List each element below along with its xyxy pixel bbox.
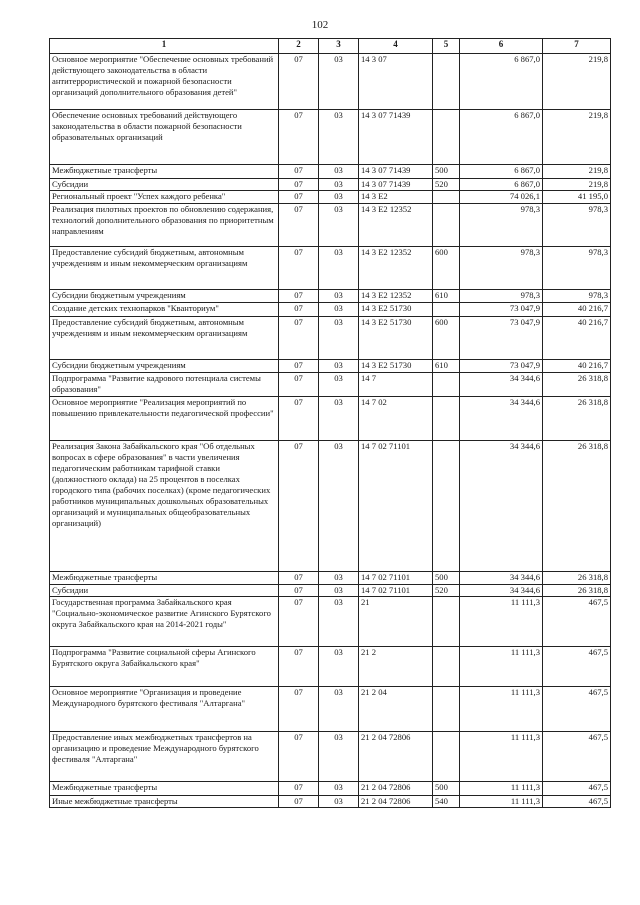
table-row	[50, 247, 611, 290]
table-row	[50, 373, 611, 397]
cell-name: Межбюджетные трансферты	[50, 165, 279, 179]
cell-amount-col6: 34 344,6	[460, 441, 543, 572]
cell-amount-col7: 26 318,8	[543, 397, 611, 441]
cell-amount-col7: 467,5	[543, 597, 611, 647]
cell-amount-col7: 219,8	[543, 179, 611, 191]
cell-amount-col6: 11 111,3	[460, 647, 543, 687]
cell-name: Субсидии бюджетным учреждениям	[50, 360, 279, 373]
cell-section: 07	[279, 247, 319, 290]
cell-section: 07	[279, 373, 319, 397]
cell-name: Подпрограмма "Развитие кадрового потенциала системы образования"	[50, 373, 279, 397]
cell-expense-type: 500	[433, 572, 460, 585]
cell-expense-type	[433, 732, 460, 782]
table-row	[50, 110, 611, 165]
cell-subsection: 03	[319, 572, 359, 585]
cell-amount-col7: 26 318,8	[543, 572, 611, 585]
cell-section: 07	[279, 290, 319, 303]
cell-target-code: 14 7 02	[359, 397, 433, 441]
cell-subsection: 03	[319, 647, 359, 687]
cell-subsection: 03	[319, 585, 359, 597]
cell-amount-col6: 6 867,0	[460, 165, 543, 179]
table-row	[50, 360, 611, 373]
cell-amount-col7: 978,3	[543, 204, 611, 247]
cell-target-code: 21 2 04 72806	[359, 732, 433, 782]
cell-expense-type: 520	[433, 179, 460, 191]
cell-amount-col6: 11 111,3	[460, 687, 543, 732]
cell-amount-col6: 34 344,6	[460, 373, 543, 397]
cell-name: Субсидии	[50, 585, 279, 597]
cell-subsection: 03	[319, 397, 359, 441]
cell-amount-col7: 219,8	[543, 54, 611, 110]
cell-amount-col6: 11 111,3	[460, 796, 543, 808]
cell-section: 07	[279, 303, 319, 317]
cell-amount-col6: 34 344,6	[460, 572, 543, 585]
cell-subsection: 03	[319, 732, 359, 782]
cell-section: 07	[279, 397, 319, 441]
cell-target-code: 14 3 07 71439	[359, 165, 433, 179]
cell-expense-type: 600	[433, 247, 460, 290]
table-row	[50, 782, 611, 796]
table-body	[50, 54, 611, 808]
cell-amount-col7: 467,5	[543, 647, 611, 687]
cell-target-code: 21 2 04	[359, 687, 433, 732]
cell-name: Основное мероприятие "Обеспечение основных требований действующего законодательства в области антитеррористической и пожарной безопасности организаций дополнительного образования детей"	[50, 54, 279, 110]
cell-target-code: 14 3 07 71439	[359, 110, 433, 165]
cell-section: 07	[279, 54, 319, 110]
cell-amount-col6: 34 344,6	[460, 585, 543, 597]
cell-amount-col6: 978,3	[460, 204, 543, 247]
cell-expense-type: 610	[433, 290, 460, 303]
cell-target-code: 14 3 E2 51730	[359, 303, 433, 317]
cell-amount-col6: 6 867,0	[460, 110, 543, 165]
cell-amount-col7: 467,5	[543, 782, 611, 796]
cell-section: 07	[279, 179, 319, 191]
cell-subsection: 03	[319, 597, 359, 647]
cell-name: Предоставление иных межбюджетных трансфертов на организацию и проведение Международного бурятского фестиваля "Алтаргана"	[50, 732, 279, 782]
table-row	[50, 317, 611, 360]
table-row	[50, 441, 611, 572]
cell-amount-col7: 978,3	[543, 247, 611, 290]
cell-expense-type	[433, 441, 460, 572]
cell-name: Подпрограмма "Развитие социальной сферы Агинского Бурятского округа Забайкальского края"	[50, 647, 279, 687]
cell-subsection: 03	[319, 360, 359, 373]
cell-amount-col6: 11 111,3	[460, 732, 543, 782]
cell-target-code: 14 3 E2 12352	[359, 247, 433, 290]
cell-amount-col7: 40 216,7	[543, 303, 611, 317]
cell-amount-col7: 26 318,8	[543, 441, 611, 572]
cell-section: 07	[279, 572, 319, 585]
cell-amount-col6: 978,3	[460, 247, 543, 290]
cell-section: 07	[279, 360, 319, 373]
cell-subsection: 03	[319, 54, 359, 110]
budget-table	[49, 38, 611, 808]
cell-subsection: 03	[319, 191, 359, 204]
cell-name: Межбюджетные трансферты	[50, 572, 279, 585]
table-row	[50, 191, 611, 204]
cell-expense-type: 600	[433, 317, 460, 360]
cell-name: Предоставление субсидий бюджетным, автономным учреждениям и иным некоммерческим организациям	[50, 247, 279, 290]
cell-target-code: 21 2	[359, 647, 433, 687]
cell-section: 07	[279, 165, 319, 179]
cell-expense-type	[433, 647, 460, 687]
table-row	[50, 54, 611, 110]
column-header-4: 4	[359, 39, 433, 54]
cell-subsection: 03	[319, 204, 359, 247]
cell-expense-type	[433, 687, 460, 732]
table-row	[50, 687, 611, 732]
cell-name: Государственная программа Забайкальского края "Социально-экономическое развитие Агинского Бурятского округа Забайкальского края на 2014-2021 годы"	[50, 597, 279, 647]
column-header-3: 3	[319, 39, 359, 54]
cell-name: Основное мероприятие "Организация и проведение Международного бурятского фестиваля "Алтаргана"	[50, 687, 279, 732]
cell-target-code: 14 3 07 71439	[359, 179, 433, 191]
header-row	[50, 39, 611, 54]
cell-target-code: 14 7 02 71101	[359, 585, 433, 597]
cell-section: 07	[279, 585, 319, 597]
cell-amount-col7: 978,3	[543, 290, 611, 303]
table-row	[50, 597, 611, 647]
cell-expense-type	[433, 110, 460, 165]
cell-name: Предоставление субсидий бюджетным, автономным учреждениям и иным некоммерческим организациям	[50, 317, 279, 360]
cell-subsection: 03	[319, 373, 359, 397]
cell-target-code: 14 3 E2 12352	[359, 290, 433, 303]
cell-name: Субсидии бюджетным учреждениям	[50, 290, 279, 303]
cell-target-code: 14 3 E2 51730	[359, 317, 433, 360]
cell-section: 07	[279, 441, 319, 572]
cell-amount-col6: 73 047,9	[460, 317, 543, 360]
cell-target-code: 14 7 02 71101	[359, 572, 433, 585]
cell-amount-col7: 40 216,7	[543, 360, 611, 373]
cell-amount-col6: 73 047,9	[460, 360, 543, 373]
cell-subsection: 03	[319, 317, 359, 360]
table-row	[50, 732, 611, 782]
cell-amount-col6: 11 111,3	[460, 597, 543, 647]
cell-section: 07	[279, 782, 319, 796]
cell-expense-type: 610	[433, 360, 460, 373]
table-row	[50, 179, 611, 191]
cell-subsection: 03	[319, 179, 359, 191]
cell-expense-type	[433, 204, 460, 247]
cell-amount-col6: 73 047,9	[460, 303, 543, 317]
cell-name: Межбюджетные трансферты	[50, 782, 279, 796]
cell-expense-type	[433, 597, 460, 647]
cell-section: 07	[279, 110, 319, 165]
cell-amount-col7: 219,8	[543, 110, 611, 165]
table-row	[50, 303, 611, 317]
cell-name: Реализация Закона Забайкальского края "Об отдельных вопросах в сфере образования" в части увеличения педагогическим работникам тарифной ставки (должностного оклада) на 25 процентов в поселках городского типа (рабочих поселках) (кроме педагогических работников муниципальных дошкольных образовательных организаций и муниципальных общеобразовательных организаций)	[50, 441, 279, 572]
cell-section: 07	[279, 317, 319, 360]
cell-expense-type: 500	[433, 165, 460, 179]
cell-section: 07	[279, 796, 319, 808]
cell-expense-type	[433, 191, 460, 204]
cell-amount-col7: 467,5	[543, 732, 611, 782]
cell-subsection: 03	[319, 247, 359, 290]
cell-expense-type: 520	[433, 585, 460, 597]
cell-amount-col6: 74 026,1	[460, 191, 543, 204]
table-row	[50, 796, 611, 808]
page-number: 102	[311, 19, 329, 31]
cell-amount-col6: 11 111,3	[460, 782, 543, 796]
cell-expense-type	[433, 373, 460, 397]
cell-subsection: 03	[319, 290, 359, 303]
cell-expense-type	[433, 303, 460, 317]
cell-amount-col6: 6 867,0	[460, 179, 543, 191]
cell-section: 07	[279, 647, 319, 687]
table-row	[50, 647, 611, 687]
cell-section: 07	[279, 687, 319, 732]
cell-name: Субсидии	[50, 179, 279, 191]
cell-subsection: 03	[319, 441, 359, 572]
cell-amount-col6: 6 867,0	[460, 54, 543, 110]
cell-amount-col6: 34 344,6	[460, 397, 543, 441]
cell-amount-col7: 26 318,8	[543, 373, 611, 397]
table-row	[50, 397, 611, 441]
cell-subsection: 03	[319, 303, 359, 317]
cell-name: Иные межбюджетные трансферты	[50, 796, 279, 808]
cell-target-code: 14 7	[359, 373, 433, 397]
cell-amount-col7: 26 318,8	[543, 585, 611, 597]
column-header-2: 2	[279, 39, 319, 54]
cell-target-code: 21 2 04 72806	[359, 796, 433, 808]
cell-subsection: 03	[319, 165, 359, 179]
cell-subsection: 03	[319, 687, 359, 732]
cell-subsection: 03	[319, 796, 359, 808]
column-header-1: 1	[50, 39, 279, 54]
cell-name: Обеспечение основных требований действующего законодательства в области пожарной безопасности образовательных организаций	[50, 110, 279, 165]
cell-subsection: 03	[319, 782, 359, 796]
table-row	[50, 165, 611, 179]
column-header-7: 7	[543, 39, 611, 54]
cell-amount-col7: 219,8	[543, 165, 611, 179]
cell-section: 07	[279, 597, 319, 647]
cell-amount-col7: 467,5	[543, 687, 611, 732]
table-row	[50, 585, 611, 597]
cell-target-code: 14 3 E2	[359, 191, 433, 204]
cell-section: 07	[279, 732, 319, 782]
column-header-6: 6	[460, 39, 543, 54]
cell-target-code: 21	[359, 597, 433, 647]
cell-target-code: 21 2 04 72806	[359, 782, 433, 796]
cell-expense-type: 500	[433, 782, 460, 796]
cell-target-code: 14 3 07	[359, 54, 433, 110]
cell-amount-col7: 41 195,0	[543, 191, 611, 204]
cell-expense-type	[433, 397, 460, 441]
cell-name: Создание детских технопарков "Кванториум"	[50, 303, 279, 317]
table-row	[50, 204, 611, 247]
column-header-5: 5	[433, 39, 460, 54]
cell-name: Основное мероприятие "Реализация мероприятий по повышению привлекательности педагогической профессии"	[50, 397, 279, 441]
cell-target-code: 14 3 E2 51730	[359, 360, 433, 373]
cell-amount-col7: 467,5	[543, 796, 611, 808]
cell-name: Региональный проект "Успех каждого ребенка"	[50, 191, 279, 204]
table-row	[50, 290, 611, 303]
cell-amount-col6: 978,3	[460, 290, 543, 303]
cell-target-code: 14 3 E2 12352	[359, 204, 433, 247]
cell-subsection: 03	[319, 110, 359, 165]
cell-name: Реализация пилотных проектов по обновлению содержания, технологий дополнительного образования по приоритетным направлениям	[50, 204, 279, 247]
cell-expense-type	[433, 54, 460, 110]
cell-expense-type: 540	[433, 796, 460, 808]
table-row	[50, 572, 611, 585]
cell-section: 07	[279, 204, 319, 247]
cell-target-code: 14 7 02 71101	[359, 441, 433, 572]
cell-amount-col7: 40 216,7	[543, 317, 611, 360]
cell-section: 07	[279, 191, 319, 204]
